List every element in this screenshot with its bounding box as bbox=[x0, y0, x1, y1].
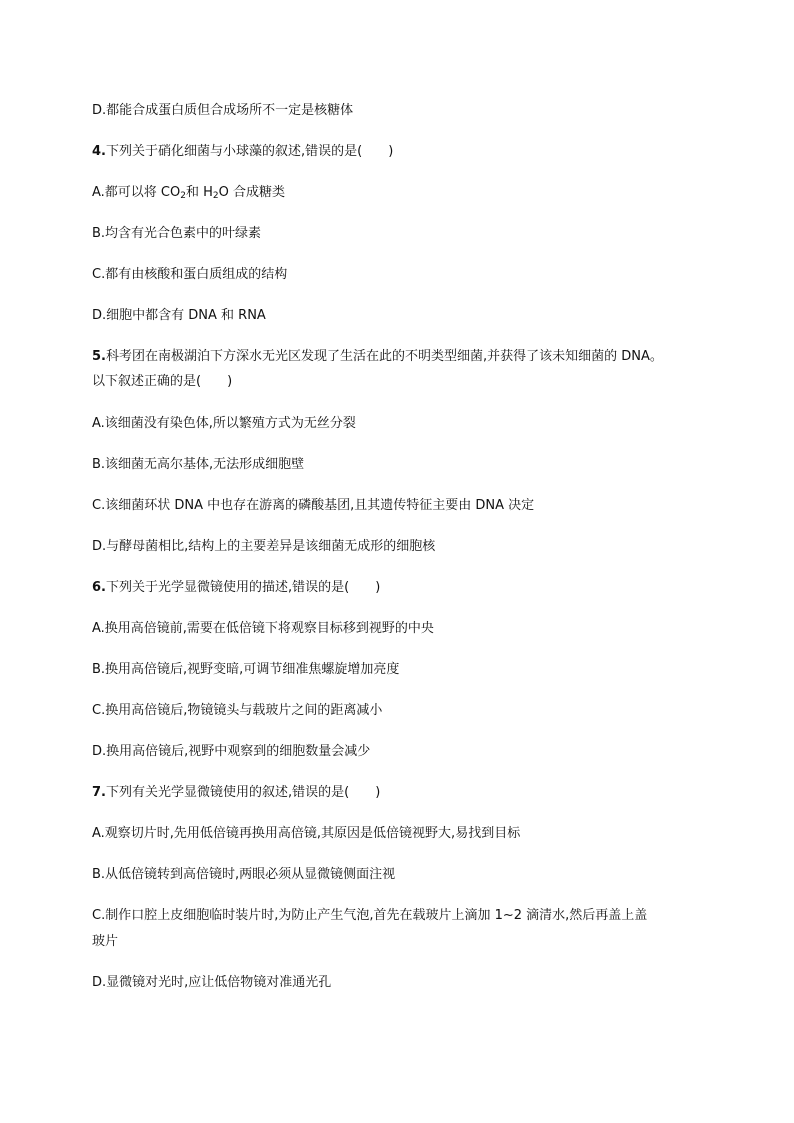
question-7-number: 7. bbox=[92, 785, 106, 800]
question-7-stem: 下列有关光学显微镜使用的叙述,错误的是( ) bbox=[105, 785, 381, 800]
question-6-number: 6. bbox=[92, 580, 106, 595]
question-5 bbox=[92, 347, 712, 367]
question-5-number: 5. bbox=[92, 349, 106, 364]
question-4-number: 4. bbox=[92, 144, 106, 159]
question-4 bbox=[92, 142, 712, 162]
q7-option-c-line-2: 玻片 bbox=[92, 934, 119, 949]
q7-option-a: A.观察切片时,先用低倍镜再换用高倍镜,其原因是低倍镜视野大,易找到目标 bbox=[92, 826, 521, 841]
question-5-stem-line-2: 以下叙述正确的是( ) bbox=[92, 374, 233, 389]
question-7 bbox=[92, 783, 712, 803]
q3-option-d: D.都能合成蛋白质但合成场所不一定是核糖体 bbox=[92, 103, 354, 118]
q4-option-d: D.细胞中都含有 DNA 和 RNA bbox=[92, 308, 266, 323]
question-6 bbox=[92, 578, 712, 598]
question-6-stem: 下列关于光学显微镜使用的描述,错误的是( ) bbox=[105, 580, 381, 595]
q4-option-a bbox=[92, 183, 712, 206]
q4-option-a-sub-1: 2 bbox=[180, 191, 186, 201]
q7-option-c-line-1: C.制作口腔上皮细胞临时装片时,为防止产生气泡,首先在载玻片上滴加 1~2 滴清水,然后再盖上盖 bbox=[92, 908, 648, 923]
q7-option-d: D.显微镜对光时,应让低倍物镜对准通光孔 bbox=[92, 975, 332, 990]
q4-option-c: C.都有由核酸和蛋白质组成的结构 bbox=[92, 267, 288, 282]
q6-option-d: D.换用高倍镜后,视野中观察到的细胞数量会减少 bbox=[92, 744, 371, 759]
q7-option-b: B.从低倍镜转到高倍镜时,两眼必须从显微镜侧面注视 bbox=[92, 867, 396, 882]
q4-option-a-text-1: A.都可以将 CO bbox=[92, 185, 181, 200]
q6-option-a: A.换用高倍镜前,需要在低倍镜下将观察目标移到视野的中央 bbox=[92, 621, 434, 636]
question-5-stem-line-1: 科考团在南极湖泊下方深水无光区发现了生活在此的不明类型细菌,并获得了该未知细菌的 DNA。 bbox=[105, 349, 663, 364]
q6-option-b: B.换用高倍镜后,视野变暗,可调节细准焦螺旋增加亮度 bbox=[92, 662, 400, 677]
q5-option-a: A.该细菌没有染色体,所以繁殖方式为无丝分裂 bbox=[92, 416, 356, 431]
q5-option-c: C.该细菌环状 DNA 中也存在游离的磷酸基团,且其遗传特征主要由 DNA 决定 bbox=[92, 498, 535, 513]
q4-option-b: B.均含有光合色素中的叶绿素 bbox=[92, 226, 262, 241]
q4-option-a-sub-2: 2 bbox=[212, 191, 219, 201]
q4-option-a-text-3: O 合成糖类 bbox=[218, 185, 286, 200]
q5-option-d: D.与酵母菌相比,结构上的主要差异是该细菌无成形的细胞核 bbox=[92, 539, 436, 554]
q4-option-a-text-2: 和 H bbox=[185, 185, 213, 200]
q6-option-c: C.换用高倍镜后,物镜镜头与载玻片之间的距离减小 bbox=[92, 703, 383, 718]
question-4-stem: 下列关于硝化细菌与小球藻的叙述,错误的是( ) bbox=[105, 144, 394, 159]
q5-option-b: B.该细菌无高尔基体,无法形成细胞壁 bbox=[92, 457, 305, 472]
